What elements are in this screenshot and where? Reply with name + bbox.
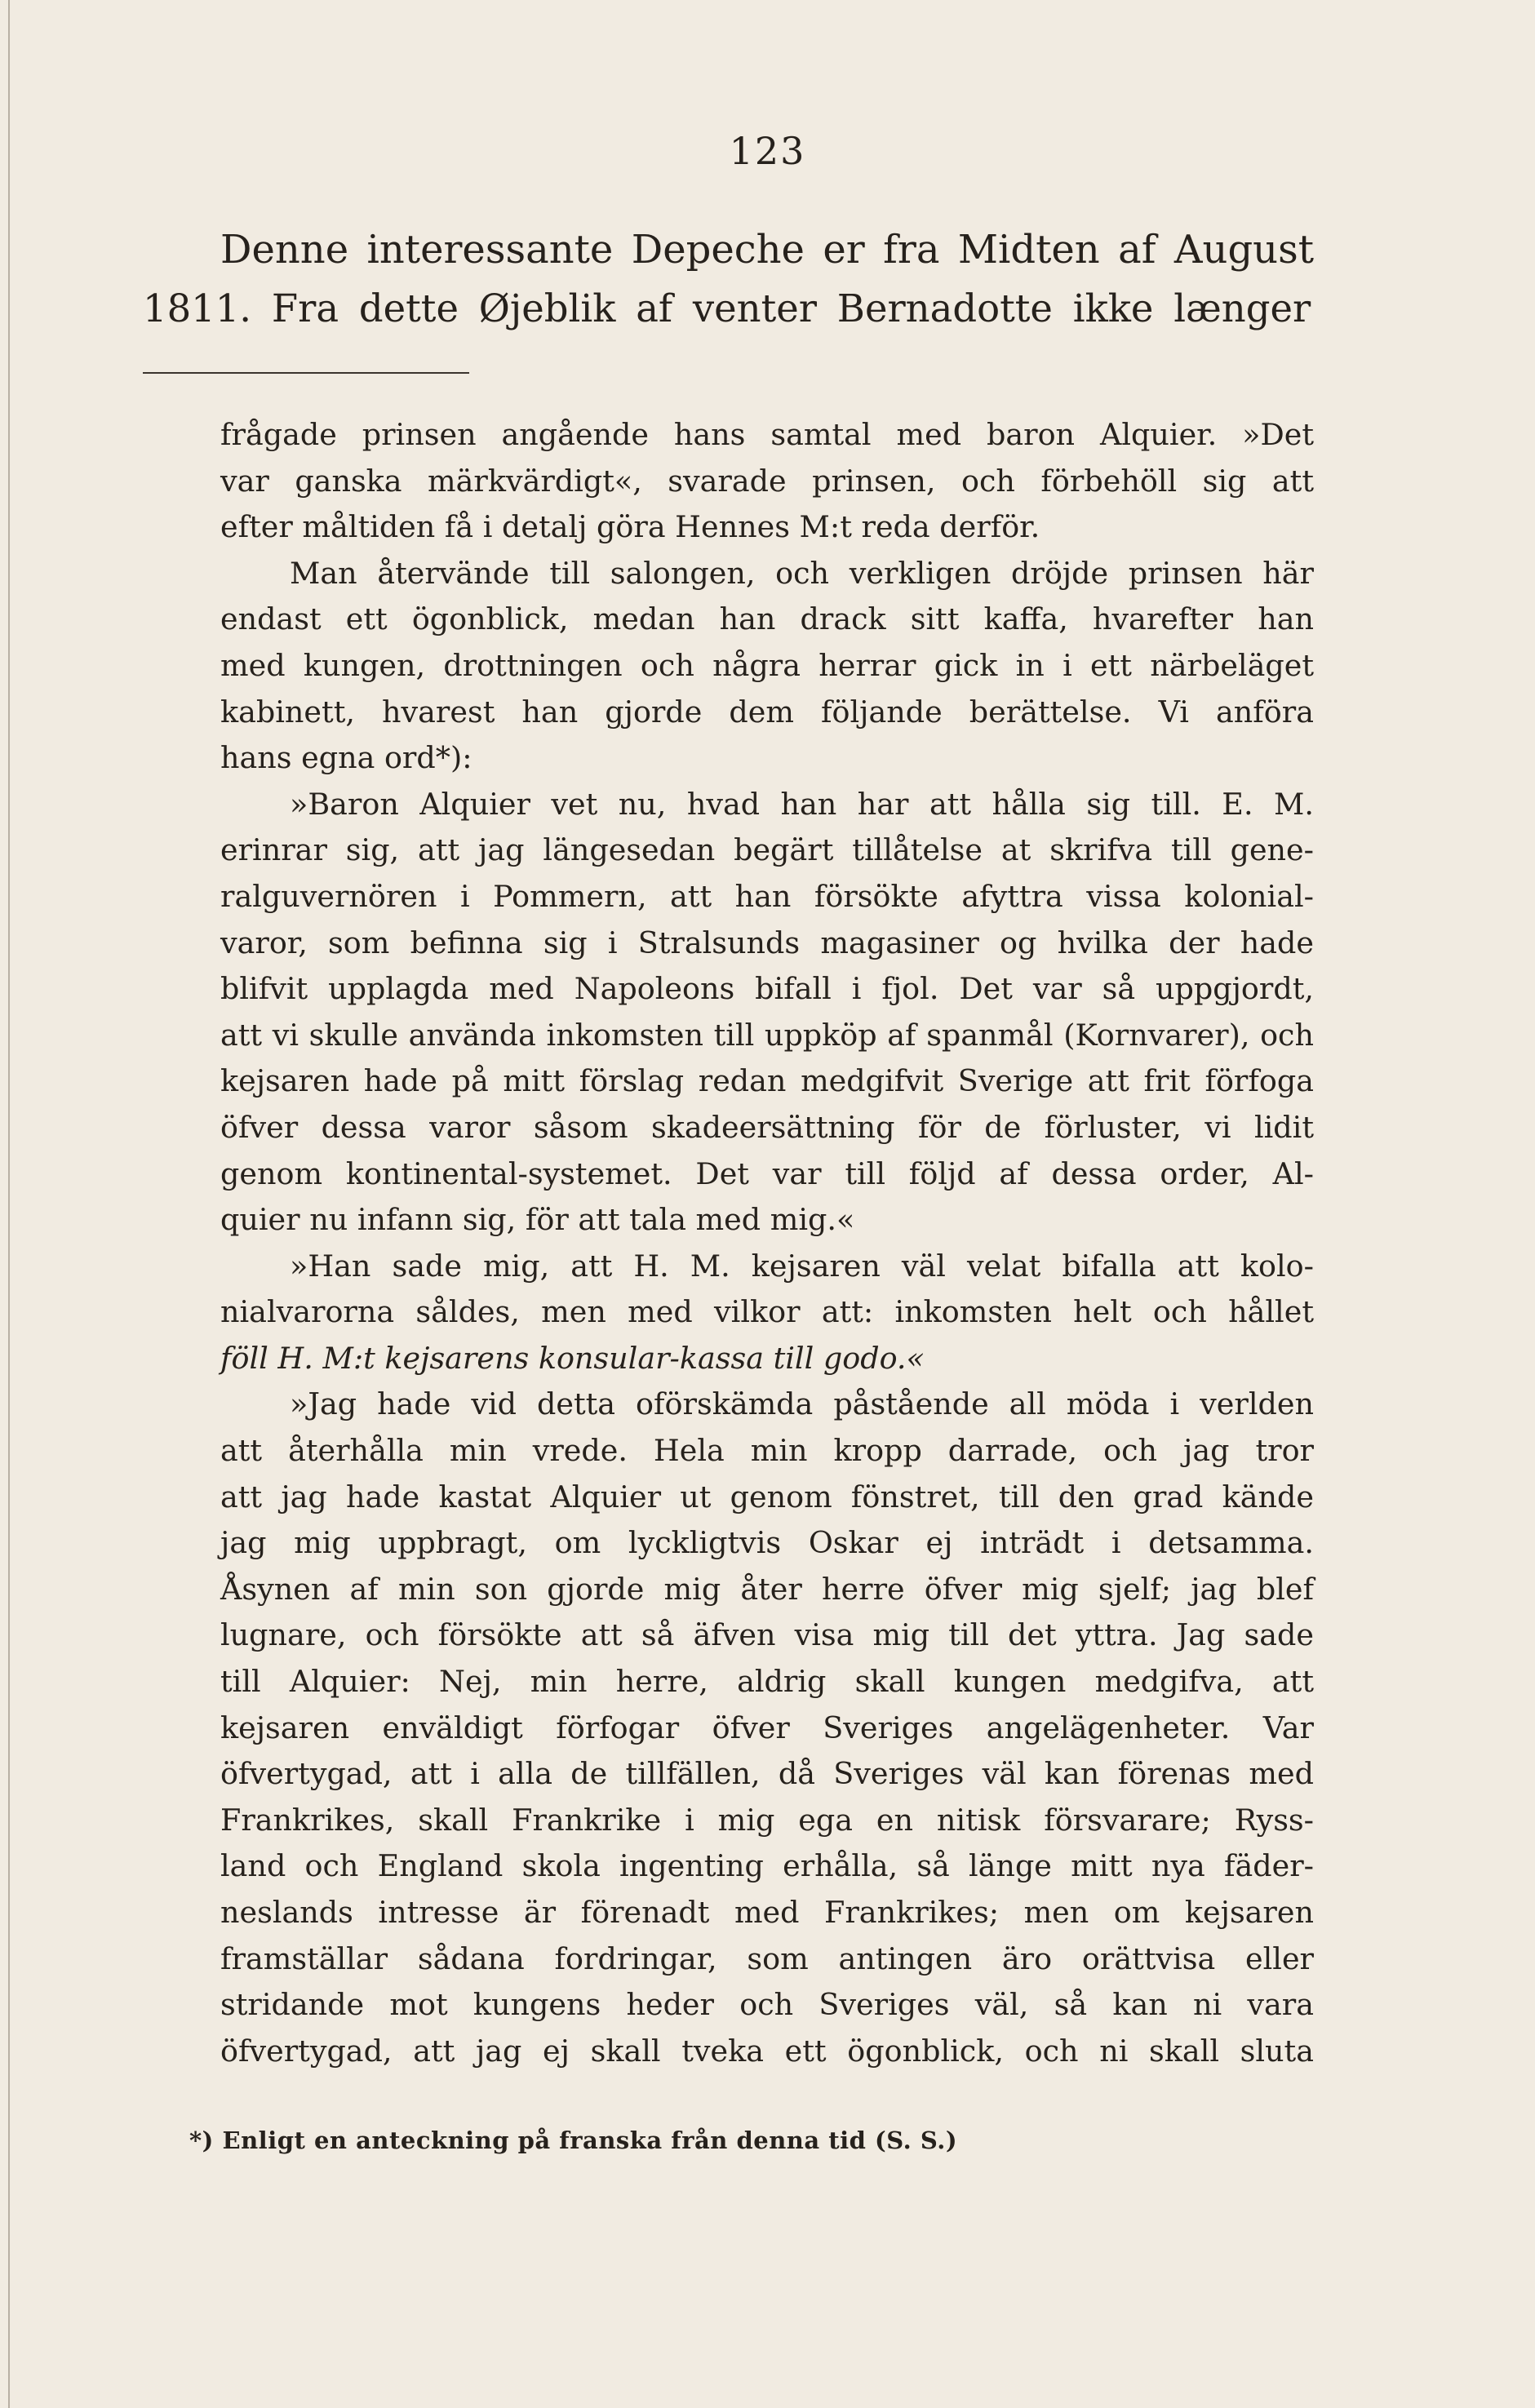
intro-paragraph [143,220,1314,338]
text-line: att återhålla min vrede. Hela min kropp darrade, och jag tror [220,1433,1314,1469]
text-line: neslands intresse är förenadt med Frankrikes; men om kejsaren [220,1895,1314,1930]
text-line: jag mig uppbragt, om lyckligtvis Oskar ej inträdt i detsamma. [220,1525,1314,1561]
text-line: med kungen, drottningen och några herrar gick in i ett närbeläget [220,647,1314,683]
text-line: varor, som befinna sig i Stralsunds magasiner og hvilka der hade [220,925,1314,960]
text-line: till Alquier: Nej, min herre, aldrig skall kungen medgifva, att [220,1664,1314,1700]
text-line: ralguvernören i Pommern, att han försökte afyttra vissa kolonial- [220,878,1314,914]
text-line: föll H. M:t kejsarens konsular-kassa till godo.« [220,1340,925,1376]
text-line: endast ett ögonblick, medan han drack sitt kaffa, hvarefter han [220,601,1314,637]
text-line: Frankrikes, skall Frankrike i mig ega en nitisk försvarare; Ryss- [220,1802,1314,1838]
text-line: kabinett, hvarest han gjorde dem följande berättelse. Vi anföra [220,694,1314,729]
text-line: att vi skulle använda inkomsten till uppköp af spanmål (Kornvarer), och [220,1017,1314,1053]
text-line: »Jag hade vid detta oförskämda påstående all möda i verlden [290,1386,1314,1422]
page-edge [8,0,10,2408]
text-line: genom kontinental-systemet. Det var till följd af dessa order, Al- [220,1155,1314,1191]
main-text [220,412,1314,2074]
intro-line: Denne interessante Depeche er fra Midten af August [220,227,1314,273]
text-line: att jag hade kastat Alquier ut genom fönstret, till den grad kände [220,1479,1314,1514]
page-number: 123 [729,129,806,173]
separator-rule [143,372,469,374]
text-line: quier nu infann sig, för att tala med mig.« [220,1202,855,1238]
text-line: land och England skola ingenting erhålla, så länge mitt nya fäder- [220,1848,1314,1884]
text-line: stridande mot kungens heder och Sveriges väl, så kan ni vara [220,1987,1314,2023]
text-line: öfvertygad, att i alla de tillfällen, då Sveriges väl kan förenas med [220,1756,1314,1792]
text-line: hans egna ord*): [220,740,472,776]
intro-line: 1811. Fra dette Øjeblik af venter Bernadotte ikke længer [143,286,1311,330]
text-line: Åsynen af min son gjorde mig åter herre öfver mig sjelf; jag blef [220,1571,1314,1607]
footnote: *) Enligt en anteckning på franska från denna tid (S. S.) [189,2126,958,2154]
text-line: blifvit upplagda med Napoleons bifall i fjol. Det var så uppgjordt, [220,971,1314,1007]
text-line: öfvertygad, att jag ej skall tveka ett ögonblick, och ni skall sluta [220,2033,1314,2069]
text-line: Man återvände till salongen, och verkligen dröjde prinsen här [290,555,1314,591]
text-line: öfver dessa varor såsom skadeersättning för de förluster, vi lidit [220,1109,1314,1145]
text-line: lugnare, och försökte att så äfven visa mig till det yttra. Jag sade [220,1617,1314,1653]
text-line: kejsaren enväldigt förfogar öfver Sveriges angelägenheter. Var [220,1710,1314,1745]
text-line: kejsaren hade på mitt förslag redan medgifvit Sverige att frit förfoga [220,1063,1314,1099]
text-line: »Han sade mig, att H. M. kejsaren väl velat bifalla att kolo- [290,1248,1314,1284]
text-line: nialvarorna såldes, men med vilkor att: inkomsten helt och hållet [220,1294,1314,1330]
text-line: var ganska märkvärdigt«, svarade prinsen, och förbehöll sig att [220,463,1314,499]
text-line: »Baron Alquier vet nu, hvad han har att hålla sig till. E. M. [290,786,1314,822]
text-line: frågade prinsen angående hans samtal med baron Alquier. »Det [220,417,1314,452]
text-line: efter måltiden få i detalj göra Hennes M:t reda derför. [220,509,1040,545]
text-line: framställar sådana fordringar, som antingen äro orättvisa eller [220,1940,1314,1976]
text-line: erinrar sig, att jag längesedan begärt tillåtelse at skrifva till gene- [220,832,1314,868]
